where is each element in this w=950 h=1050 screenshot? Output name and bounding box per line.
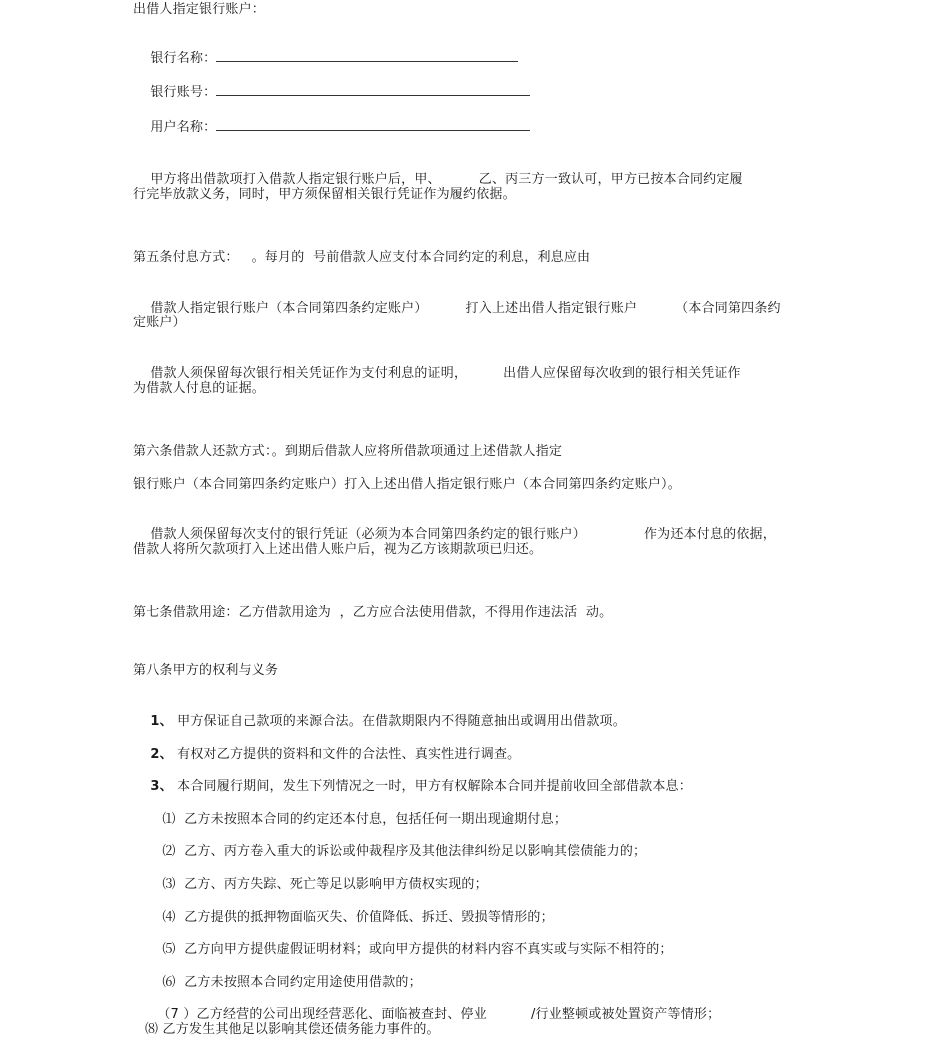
art6-line3-part-b: 作为还本付息的依据， [643, 527, 776, 542]
user-name-row [133, 100, 530, 155]
sub-item-number: ⑷ [162, 910, 176, 925]
art8-sub-item-8: ⑻ 乙方发生其他足以影响其偿还债务能力事件的。 [145, 1022, 440, 1037]
art8-item2-text: 有权对乙方提供的资料和文件的合法性、真实性进行调查。 [177, 747, 521, 762]
bank-name-label: 银行名称： [150, 51, 217, 66]
art7-line1: 第七条借款用途：乙方借款用途为 ，乙方应合法使用借款，不得用作违法活 动。 [133, 605, 613, 620]
sub-item-text: 乙方未按照本合同的约定还本付息，包括任何一期出现逾期付息； [184, 812, 568, 827]
art6-line3-part-a: 借款人须保留每次支付的银行凭证（必须为本合同第四条约定的银行账户） [150, 527, 586, 542]
art8-heading: 第八条甲方的权利与义务 [133, 663, 279, 678]
art5-line2-part-a: 借款人指定银行账户（本合同第四条约定账户） [150, 301, 428, 316]
sub-item-number: ⑹ [162, 975, 176, 990]
sub-item-7-part-b: /行业整顿或被处置资产等情形； [530, 1007, 721, 1022]
sub-item-text: 乙方向甲方提供虚假证明材料；或向甲方提供的材料内容不真实或与实际不相符的； [184, 942, 673, 957]
sub-item-number: ⑶ [162, 877, 176, 892]
sub-item-number: ⑸ [162, 942, 176, 957]
art5-line2-part-c: （本合同第四条约 [675, 301, 781, 316]
sub-item-text: 乙方、丙方失踪、死亡等足以影响甲方债权实现的； [184, 877, 488, 892]
bank-account-blank[interactable] [216, 83, 530, 96]
para1-line1-part-a: 甲方将出借款项打入借款人指定银行账户后，甲、 [150, 172, 441, 187]
art5-line1: 第五条付息方式： 。每月的 号前借款人应支付本合同约定的利息，利息应由 [133, 250, 591, 265]
bank-account-heading: 出借人指定银行账户： [133, 2, 266, 17]
art5-line5: 为借款人付息的证据。 [133, 381, 266, 396]
art8-item1-text: 甲方保证自己款项的来源合法。在借款期限内不得随意抽出或调用出借款项。 [177, 714, 626, 729]
art8-item3-number: 3、 [150, 779, 173, 794]
sub-item-7-part-a: （7 ）乙方经营的公司出现经营恶化、面临被查封、停业 [157, 1007, 487, 1022]
user-name-label: 用户名称： [150, 120, 217, 135]
user-name-blank[interactable] [216, 118, 530, 131]
sub-item-text: 乙方提供的抵押物面临灭失、价值降低、拆迁、毁损等情形的； [184, 910, 554, 925]
para1-line1-part-b: 乙、丙三方一致认可，甲方已按本合同约定履 [478, 172, 743, 187]
sub-item-number: ⑴ [162, 812, 176, 827]
art6-line1: 第六条借款人还款方式：。到期后借款人应将所借款项通过上述借款人指定 [133, 444, 563, 459]
art5-line2-part-b: 打入上述出借人指定银行账户 [465, 301, 638, 316]
art8-item2-number: 2、 [150, 747, 173, 762]
art6-line4: 借款人将所欠款项打入上述出借人账户后，视为乙方该期款项已归还。 [133, 542, 543, 557]
art5-line4-part-a: 借款人须保留每次银行相关凭证作为支付利息的证明， [150, 366, 468, 381]
sub-item-number: ⑵ [162, 844, 176, 859]
para1-line2: 行完毕放款义务，同时，甲方须保留相关银行凭证作为履约依据。 [133, 187, 516, 202]
art5-line2 [133, 282, 781, 336]
art6-line2: 银行账户（本合同第四条约定账户）打入上述出借人指定银行账户（本合同第四条约定账户）。 [133, 477, 681, 492]
art8-item1-number: 1、 [150, 714, 173, 729]
sub-item-text: 乙方未按照本合同约定用途使用借款的； [184, 975, 422, 990]
sub-item-text: 乙方、丙方卷入重大的诉讼或仲裁程序及其他法律纠纷足以影响其偿债能力的； [184, 844, 647, 859]
art5-line4-part-b: 出借人应保留每次收到的银行相关凭证作 [503, 366, 741, 381]
art8-item3-text: 本合同履行期间，发生下列情况之一时，甲方有权解除本合同并提前收回全部借款本息： [177, 779, 692, 794]
bank-account-label: 银行账号： [150, 85, 217, 100]
bank-name-blank[interactable] [216, 49, 518, 62]
art5-line3: 定账户） [133, 315, 186, 330]
